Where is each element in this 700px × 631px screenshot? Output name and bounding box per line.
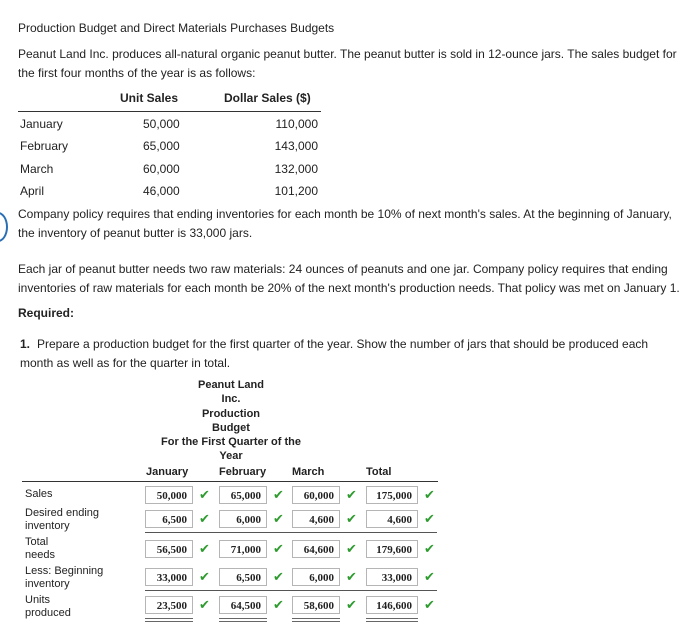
requirement-1-line-2: month as well as for the quarter in total. xyxy=(20,356,231,370)
sales-row-dollars: 143,000 xyxy=(274,139,318,153)
subtotal-rule xyxy=(145,590,437,591)
budget-title-line: Year xyxy=(219,450,243,462)
desired-ending-march-input[interactable]: 4,600 xyxy=(292,510,340,528)
row-label-total-needs: Total xyxy=(25,536,49,548)
column-header-january: January xyxy=(146,466,189,478)
beginning-inventory-total-input[interactable]: 33,000 xyxy=(366,568,418,586)
row-label-desired-ending: Desired ending xyxy=(25,507,99,519)
budget-title-line: For the First Quarter of the xyxy=(161,436,301,448)
budget-title-line: Inc. xyxy=(221,393,241,405)
check-icon: ✔ xyxy=(273,511,284,526)
check-icon: ✔ xyxy=(199,487,210,502)
check-icon: ✔ xyxy=(273,541,284,556)
units-produced-march-input[interactable]: 58,600 xyxy=(292,596,340,614)
sales-row-units: 60,000 xyxy=(143,162,180,176)
column-header-total: Total xyxy=(366,466,392,478)
sales-total-input[interactable]: 175,000 xyxy=(366,486,418,504)
check-icon: ✔ xyxy=(424,597,435,612)
check-icon: ✔ xyxy=(424,541,435,556)
sales-header-rule xyxy=(18,111,321,112)
requirement-number: 1. xyxy=(20,337,31,351)
page-title: Production Budget and Direct Materials Purchases Budgets xyxy=(18,21,335,35)
sales-january-input[interactable]: 50,000 xyxy=(145,486,193,504)
check-icon: ✔ xyxy=(273,569,284,584)
sales-march-input[interactable]: 60,000 xyxy=(292,486,340,504)
policy-line-2: the inventory of peanut butter is 33,000 jars. xyxy=(18,226,253,240)
budget-title-line: Peanut Land xyxy=(197,379,264,391)
check-icon: ✔ xyxy=(273,487,284,502)
budget-title-line: Budget xyxy=(212,422,250,434)
units-produced-february-input[interactable]: 64,500 xyxy=(219,596,267,614)
sales-row-dollars: 132,000 xyxy=(274,162,318,176)
double-underline xyxy=(145,618,193,622)
sales-row-dollars: 110,000 xyxy=(275,117,318,131)
row-label-desired-ending: inventory xyxy=(25,520,70,532)
row-label-sales: Sales xyxy=(25,488,53,500)
sales-row-month: January xyxy=(20,117,63,131)
row-label-beginning-inventory: inventory xyxy=(25,578,70,590)
sales-row-month: March xyxy=(20,162,54,176)
beginning-inventory-march-input[interactable]: 6,000 xyxy=(292,568,340,586)
check-icon: ✔ xyxy=(424,569,435,584)
row-label-units-produced: produced xyxy=(25,607,71,619)
total-needs-february-input[interactable]: 71,000 xyxy=(219,540,267,558)
intro-line-1: Peanut Land Inc. produces all-natural organic peanut butter. The peanut butter is sold in 12-ounce jars. The sales budget for xyxy=(18,47,677,61)
sales-row-units: 46,000 xyxy=(143,184,180,198)
sales-row-dollars: 101,200 xyxy=(274,184,318,198)
sales-header-dollars: Dollar Sales ($) xyxy=(224,91,311,105)
column-header-march: March xyxy=(292,466,325,478)
check-icon: ✔ xyxy=(346,541,357,556)
required-label: Required: xyxy=(18,306,75,320)
sales-header-units: Unit Sales xyxy=(120,91,179,105)
requirement-1-line-1: Prepare a production budget for the first quarter of the year. Show the number of jars that should be produced each xyxy=(37,337,649,351)
sales-row-units: 50,000 xyxy=(143,117,180,131)
row-label-beginning-inventory: Less: Beginning xyxy=(25,565,104,577)
double-underline xyxy=(292,618,340,622)
sales-row-month: April xyxy=(20,184,45,198)
check-icon: ✔ xyxy=(199,597,210,612)
budget-title-line: Production xyxy=(201,408,261,420)
check-icon: ✔ xyxy=(346,597,357,612)
desired-ending-total-input[interactable]: 4,600 xyxy=(366,510,418,528)
sales-february-input[interactable]: 65,000 xyxy=(219,486,267,504)
units-produced-total-input[interactable]: 146,600 xyxy=(366,596,418,614)
check-icon: ✔ xyxy=(346,569,357,584)
total-needs-january-input[interactable]: 56,500 xyxy=(145,540,193,558)
check-icon: ✔ xyxy=(199,541,210,556)
policy-line-1: Company policy requires that ending inventories for each month be 10% of next month's sales. At the beginning of January, xyxy=(18,207,672,221)
check-icon: ✔ xyxy=(346,511,357,526)
sales-row-month: February xyxy=(20,139,69,153)
check-icon: ✔ xyxy=(424,511,435,526)
beginning-inventory-january-input[interactable]: 33,000 xyxy=(145,568,193,586)
check-icon: ✔ xyxy=(199,569,210,584)
budget-header-rule xyxy=(22,481,438,482)
row-label-units-produced: Units xyxy=(25,594,51,606)
materials-line-1: Each jar of peanut butter needs two raw materials: 24 ounces of peanuts and one jar. Company policy requires that ending xyxy=(18,262,668,276)
total-needs-march-input[interactable]: 64,600 xyxy=(292,540,340,558)
total-needs-total-input[interactable]: 179,600 xyxy=(366,540,418,558)
sales-row-units: 65,000 xyxy=(143,139,180,153)
check-icon: ✔ xyxy=(199,511,210,526)
desired-ending-february-input[interactable]: 6,000 xyxy=(219,510,267,528)
intro-line-2: the first four months of the year is as follows: xyxy=(18,66,256,80)
materials-line-2: inventories of raw materials for each month be 20% of the next month's production needs. That policy was met on January 1. xyxy=(18,281,680,295)
double-underline xyxy=(219,618,267,622)
beginning-inventory-february-input[interactable]: 6,500 xyxy=(219,568,267,586)
double-underline xyxy=(366,618,418,622)
left-edge-marker xyxy=(0,212,8,242)
column-header-february: February xyxy=(219,466,267,478)
desired-ending-january-input[interactable]: 6,500 xyxy=(145,510,193,528)
check-icon: ✔ xyxy=(273,597,284,612)
check-icon: ✔ xyxy=(346,487,357,502)
units-produced-january-input[interactable]: 23,500 xyxy=(145,596,193,614)
subtotal-rule xyxy=(145,532,437,533)
check-icon: ✔ xyxy=(424,487,435,502)
row-label-total-needs: needs xyxy=(25,549,55,561)
